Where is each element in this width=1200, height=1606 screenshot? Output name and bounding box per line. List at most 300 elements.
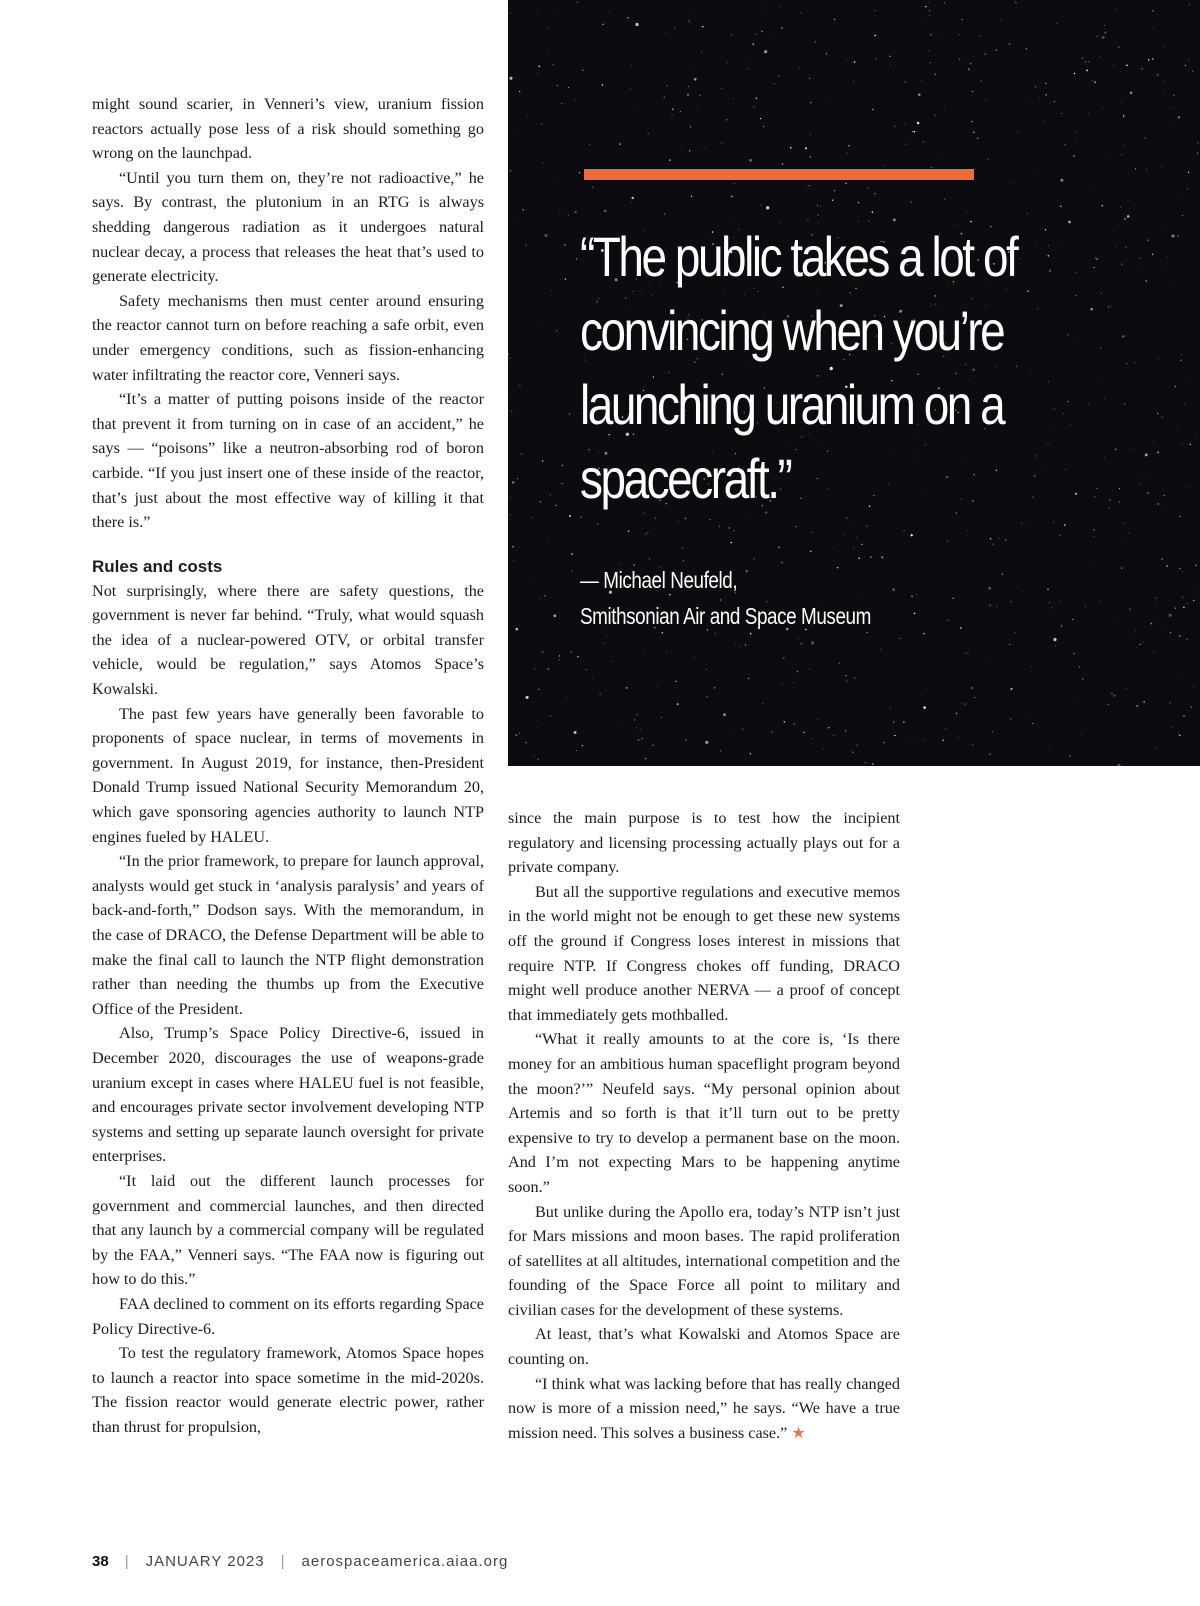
star [1162,416,1163,417]
star [720,751,721,752]
star [826,53,827,54]
star [1188,379,1189,380]
star [1143,642,1144,643]
star [1061,113,1062,114]
star [818,215,819,216]
star [952,598,953,599]
star [564,244,566,246]
star [783,658,784,659]
star [550,494,551,495]
star [990,538,991,539]
star [678,520,679,521]
star [1168,256,1169,257]
star [774,83,775,84]
star [890,708,891,709]
star [582,745,583,746]
star [1157,413,1159,415]
star [556,330,558,332]
star [761,204,762,205]
star [801,643,803,645]
star [973,132,974,133]
star [805,147,807,149]
star [558,659,559,660]
end-star-icon: ★ [791,1423,806,1442]
star [934,114,935,115]
star [931,167,932,168]
star [800,13,801,14]
star [694,78,697,81]
star [1185,404,1186,405]
star [627,17,628,18]
star [756,97,757,98]
star [806,186,807,187]
star [1171,285,1172,286]
star [883,742,884,743]
star [812,738,813,739]
star [852,751,854,753]
star [1015,1,1016,2]
star [780,6,781,7]
star [1143,616,1144,617]
star [592,679,593,680]
star [1140,484,1141,485]
star [1010,688,1012,690]
star [537,73,538,74]
star [771,732,772,733]
star [858,202,859,203]
star [571,553,572,554]
star [929,10,930,11]
star [956,713,957,714]
star [944,199,945,200]
star [1123,523,1125,525]
star [1005,539,1006,540]
star [688,86,689,87]
star [1136,647,1137,648]
star [1044,121,1045,122]
star [700,146,701,147]
star [1113,695,1115,697]
star [833,547,834,548]
star [987,159,988,160]
star [576,258,577,259]
star [1001,19,1002,20]
star [1185,65,1186,66]
star [985,100,986,101]
star [840,640,841,641]
star [977,138,978,139]
star [512,546,514,548]
star [1164,46,1165,47]
star [512,481,514,483]
star [648,133,649,134]
star [556,505,557,506]
star [644,654,645,655]
star [923,633,924,634]
star [727,525,728,526]
star [920,695,921,696]
star [1164,509,1165,510]
star [889,56,890,57]
body-paragraph: might sound scarier, in Venneri’s view, uranium fission reactors actually pose less of a risk should something go wrong on the launchpad. [92,95,484,163]
star [793,682,794,683]
star [537,326,538,327]
star [565,278,566,279]
star [634,720,635,721]
star [856,745,857,746]
star [846,59,847,60]
star [1145,472,1146,473]
star [714,687,716,689]
star [1187,639,1188,640]
star [870,557,871,558]
attribution-name: — Michael Neufeld, [580,567,738,593]
star [1108,704,1109,705]
star [1102,205,1104,207]
star [1049,749,1050,750]
star [1074,73,1075,74]
star [930,62,931,63]
star [525,245,526,246]
body-paragraph: “It laid out the different launch processes for government and commercial launches, and then directed that any launch by a commercial company will be regulated by the FAA,” Venneri says. “The FAA now is figuring out how to do this.” [92,1171,484,1289]
star [664,214,665,215]
star [1090,308,1092,310]
star [924,739,925,740]
star [872,109,874,111]
star [571,652,572,653]
star [641,738,642,739]
star [589,144,590,145]
star [1154,651,1155,652]
footer-separator: | [124,1553,130,1570]
star [517,478,518,479]
star [602,23,604,25]
star [619,143,621,145]
star [574,731,577,734]
star [845,675,846,676]
star [557,85,558,86]
star [635,23,638,26]
star [762,691,763,692]
star [1104,499,1105,500]
star [696,104,697,105]
star [929,15,930,16]
star [727,62,728,63]
star [960,627,962,629]
star [853,547,854,548]
star [553,64,554,65]
star [782,684,783,685]
star [894,126,895,127]
star [1198,142,1199,143]
star [1150,219,1151,220]
star [636,714,637,715]
star [1155,605,1156,606]
star [843,536,844,537]
star [1160,225,1161,226]
star [837,704,838,705]
star [530,409,531,410]
star [904,81,906,83]
star [669,159,670,160]
star [674,27,675,28]
star [874,35,876,37]
star [1113,65,1114,66]
star [576,750,577,751]
star [1126,65,1128,67]
star [773,35,774,36]
star [971,121,972,122]
website-link[interactable]: aerospaceamerica.aiaa.org [301,1553,509,1570]
star [645,758,646,759]
star [1177,235,1178,236]
star [1171,234,1174,237]
page-number: 38 [92,1553,109,1570]
pull-quote-line: launching uranium on a [580,373,1004,436]
star [1060,179,1063,182]
star [694,657,695,658]
star [815,41,816,42]
star [728,81,729,82]
body-paragraph: Safety mechanisms then must center around ensuring the reactor cannot turn on before reaching a safe orbit, even under emergency conditions, such as fission-enhancing water infiltrating the reactor core, Venneri says. [92,291,484,384]
star [940,32,941,33]
star [1140,644,1141,645]
star [721,143,722,144]
star [534,756,535,757]
star [1193,600,1194,601]
star [516,734,517,735]
star [548,659,549,660]
star [1157,503,1158,504]
pull-quote-line: “The public takes a lot of [580,225,1017,288]
star [809,78,810,79]
body-paragraph: “What it really amounts to at the core is, ‘Is there money for an ambitious human spaceflight program beyond the moon?’” Neufeld says. “My personal opinion about Artemis and so forth is that it’ll turn out to be pretty expensive to try to develop a permanent base on the moon. And I’m not expecting Mars to be happening anytime soon.” [508,1030,900,1196]
star [1188,172,1189,173]
star [833,735,834,736]
star [575,100,576,101]
star [1171,727,1172,728]
star [1138,478,1139,479]
star [652,745,653,746]
star [925,6,927,8]
star [1152,254,1153,255]
star [1072,619,1073,620]
star [664,97,665,98]
star [881,556,882,557]
star [729,527,730,528]
star [531,701,532,702]
star [1182,215,1183,216]
star [872,211,874,213]
star [1077,62,1078,63]
star [882,557,884,559]
star [1084,302,1085,303]
body-paragraph [508,1372,900,1446]
star [536,720,537,721]
star [1028,523,1029,524]
star [1147,492,1148,493]
star [748,58,749,59]
star [1086,69,1088,71]
pull-quote-line: convincing when you’re [580,299,1004,362]
star [667,85,668,86]
star [1164,495,1165,496]
star [1129,533,1130,534]
star [1167,266,1168,267]
star [731,542,732,543]
star [519,91,520,92]
star [661,717,662,718]
star [834,190,836,192]
star [974,697,975,698]
star [1023,591,1024,592]
star [1060,206,1061,207]
star [1026,48,1027,49]
body-paragraph: FAA declined to comment on its efforts regarding Space Policy Directive-6. [92,1294,484,1338]
star [905,144,906,145]
star [1128,200,1129,201]
star [903,530,905,532]
star [1166,565,1168,567]
star [733,98,734,99]
star [567,697,568,698]
star [1127,215,1130,218]
star [719,526,720,527]
star [1076,295,1077,296]
star [602,84,603,85]
star [999,538,1000,539]
star [1100,56,1101,57]
star [747,68,748,69]
page-footer [92,1553,508,1570]
star [1119,501,1120,502]
star [764,50,767,53]
star [1021,522,1022,523]
star [1123,116,1124,117]
star [681,146,682,147]
star [1148,59,1150,61]
star [510,170,511,171]
star [928,2,929,3]
pull-quote-text [580,220,1072,516]
star [542,460,543,461]
star [894,735,895,736]
star [1075,132,1076,133]
star [561,483,562,484]
star [1017,132,1018,133]
star [1032,723,1033,724]
star [1170,632,1171,633]
star [1118,47,1119,48]
star [1056,23,1057,24]
star [682,102,683,103]
star [519,385,520,386]
star [782,163,783,164]
star [1161,166,1162,167]
star [1088,61,1089,62]
star [1104,25,1105,26]
star [763,126,764,127]
star [1196,434,1197,435]
star [918,93,921,96]
star [1094,81,1096,83]
star [1116,9,1117,10]
star [911,596,912,597]
star [948,620,949,621]
star [1015,2,1016,3]
star [1198,585,1199,586]
star [1114,621,1115,622]
star [1077,342,1078,343]
star [1145,453,1148,456]
section-heading: Rules and costs [92,556,223,576]
star [865,762,866,763]
star [1055,645,1056,646]
star [1155,464,1156,465]
star [548,539,549,540]
star [1085,606,1086,607]
star [1158,358,1159,359]
star [1046,94,1047,95]
star [1073,155,1074,156]
star [1111,306,1112,307]
star [1075,272,1076,273]
star [1173,95,1174,96]
star [647,532,648,533]
star [1010,601,1011,602]
star [1161,57,1162,58]
star [903,721,904,722]
star [721,88,722,89]
star [539,598,540,599]
star [628,530,630,532]
star [1179,734,1181,736]
star [808,185,810,187]
star [639,106,640,107]
star [854,678,855,679]
star [959,59,960,60]
star [1053,638,1056,641]
star [609,12,610,13]
star [761,31,762,32]
star [1082,57,1083,58]
star [811,641,814,644]
star [988,587,991,590]
star [577,656,579,658]
star [964,703,966,705]
star [905,124,906,125]
star [752,43,754,45]
star [516,628,518,630]
star [687,94,689,96]
star [521,453,522,454]
star [526,742,527,743]
star [1146,169,1147,170]
star [1189,444,1190,445]
star [1152,10,1153,11]
star [778,75,779,76]
star [723,713,726,716]
star [685,739,687,741]
star [917,658,918,659]
star [636,727,637,728]
star [1101,293,1102,294]
star [1119,488,1120,489]
star [794,724,795,725]
star [760,118,761,119]
star [510,358,511,359]
star [749,159,752,162]
